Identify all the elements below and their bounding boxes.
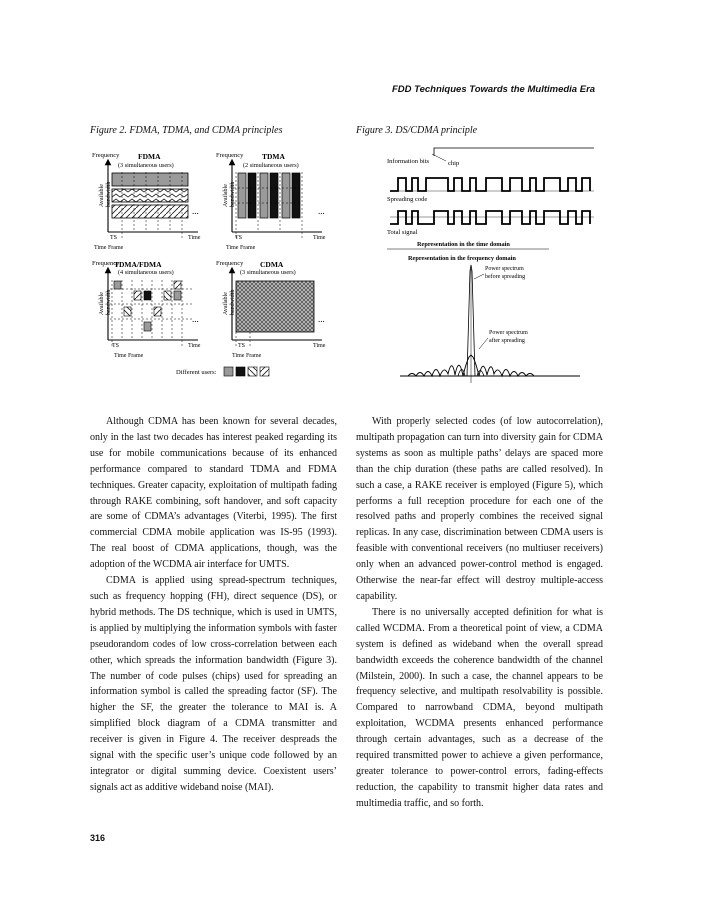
users-legend bbox=[176, 367, 269, 376]
cdma-panel bbox=[216, 260, 326, 359]
freq-domain-label: Representation in the frequency domain bbox=[408, 255, 516, 262]
cdma-ellipsis: ... bbox=[318, 314, 325, 324]
tdma-fdma-users: (4 simultaneous users) bbox=[118, 269, 174, 276]
figure2-diagram bbox=[88, 148, 338, 380]
fdma-title: FDMA bbox=[138, 152, 161, 161]
tdma-users: (2 simultaneous users) bbox=[243, 162, 299, 169]
tdma-bandwidth-1: Available bbox=[223, 184, 229, 207]
figure3-caption: Figure 3. DS/CDMA principle bbox=[356, 125, 478, 136]
tf-time-frame: Time Frame bbox=[114, 353, 144, 359]
tdma-ellipsis: ... bbox=[318, 206, 325, 216]
total-signal-label: Total signal bbox=[387, 229, 418, 236]
running-header: FDD Techniques Towards the Multimedia Era bbox=[392, 84, 596, 95]
fdma-time-frame: Time Frame bbox=[94, 245, 124, 251]
fdma-axis-time: Time bbox=[188, 235, 201, 241]
before-label-1: Power spectrum bbox=[485, 266, 524, 272]
fdma-users: (3 simultaneous users) bbox=[118, 162, 174, 169]
spreading-code-label: Spreading code bbox=[387, 196, 428, 203]
cdma-bandwidth-1: Available bbox=[223, 292, 229, 315]
tdma-axis-frequency: Frequency bbox=[216, 152, 244, 159]
tf-axis-frequency: Frequency bbox=[92, 260, 120, 267]
fdma-bandwidth-2: bandwidth bbox=[106, 181, 112, 207]
fdma-bandwidth-1: Available bbox=[99, 184, 105, 207]
right-column bbox=[356, 414, 603, 812]
tdma-bandwidth-2: bandwidth bbox=[230, 181, 236, 207]
left-column bbox=[90, 414, 337, 796]
tdma-title: TDMA bbox=[262, 152, 285, 161]
time-domain-panel bbox=[387, 148, 594, 249]
fdma-panel bbox=[92, 152, 201, 251]
cdma-users: (3 simultaneous users) bbox=[240, 269, 296, 276]
tf-bandwidth-1: Available bbox=[99, 292, 105, 315]
figure3-diagram bbox=[354, 143, 614, 388]
before-label-2: before spreading bbox=[485, 274, 526, 280]
page-number: 316 bbox=[90, 833, 106, 843]
tdma-time-frame: Time Frame bbox=[226, 245, 256, 251]
fdma-ts: TS bbox=[110, 235, 118, 241]
tf-ts: TS bbox=[112, 343, 120, 349]
spreading-code-waveform bbox=[390, 178, 590, 191]
tdma-fdma-panel bbox=[92, 260, 201, 359]
cdma-time-frame: Time Frame bbox=[232, 353, 262, 359]
cdma-ts: TS bbox=[238, 343, 246, 349]
tf-axis-time: Time bbox=[188, 343, 201, 349]
right-paragraph-2: There is no universally accepted definition for what is called WCDMA. From a theoretical point of view, a CDMA system is defined as wideband when the overall spread bandwidth exceeds the coherence bandwidth of the channel (Milstein, 2000). In such a case, the channel appears to be frequency selective, and multipath resolvability is possible. Compared to narrowband CDMA, beyond multipath exploitation, WCDMA presents enhanced performance through certain advantages, such as a decrease of the required transmitted power to achieve a given performance, greater tolerance to power-control errors, fading-effects reduction, the capability to transmit higher data rates and multimedia traffic, and so forth. bbox=[356, 606, 603, 809]
legend-label: Different users: bbox=[176, 369, 217, 376]
left-paragraph-1: Although CDMA has been known for several decades, only in the last two decades has interest peaked regarding its use for mobile communications because of its enhanced performance compared to standard TDMA and FDMA techniques. Greater capacity, exploitation of multipath fading through RAKE combining, soft handover, and soft capacity are some of CDMA’s advantages (Viterbi, 1995). The first commercial CDMA mobile application was IS-95 (1993). The real boost of CDMA applications, though, was the adoption of the WCDMA air interface for UMTS. bbox=[90, 416, 337, 571]
info-bits-label: Information bits bbox=[387, 158, 430, 165]
fdma-ellipsis: ... bbox=[192, 206, 199, 216]
cdma-title: CDMA bbox=[260, 260, 284, 269]
after-label-2: after spreading bbox=[489, 338, 525, 344]
tdma-ts: TS bbox=[235, 235, 243, 241]
tf-bandwidth-2: bandwidth bbox=[106, 289, 112, 315]
tdma-panel bbox=[216, 152, 326, 251]
tf-ellipsis: ... bbox=[192, 314, 199, 324]
cdma-bandwidth-2: bandwidth bbox=[230, 289, 236, 315]
frequency-domain-panel bbox=[400, 255, 580, 383]
cdma-axis-frequency: Frequency bbox=[216, 260, 244, 267]
after-label-1: Power spectrum bbox=[489, 330, 528, 336]
right-paragraph-1: With properly selected codes (of low autocorrelation), multipath propagation can turn into diversity gain for CDMA systems as soon as multiple paths’ delays are spaced more than the chip duration (these paths are called resolved). In such a case, a RAKE receiver is employed (Figure 5), which performs a full reception procedure for each one of the resolved paths and properly combines the received signal replicas. In any case, discrimination between CDMA users is feasible with conventional receivers (no multiuser receivers) only when an advanced power-control method is engaged. Otherwise the near-far effect will destroy multiple-access capability. bbox=[356, 416, 603, 602]
figure2-caption: Figure 2. FDMA, TDMA, and CDMA principles bbox=[90, 125, 283, 136]
chip-label: chip bbox=[448, 160, 460, 167]
cdma-axis-time: Time bbox=[313, 343, 326, 349]
fdma-axis-frequency: Frequency bbox=[92, 152, 120, 159]
left-paragraph-2: CDMA is applied using spread-spectrum techniques, such as frequency hopping (FH), direct sequence (DS), or hybrid methods. The DS technique, which is used in UMTS, is applied by multiplying the information symbols with faster pseudorandom codes of low cross-correlation between each other, which spreads the information bandwidth (Figure 3). The number of code pulses (chips) used for spreading an information symbol is called the spreading factor (SF). The higher the SF, the greater the tolerance to MAI is. A simplified block diagram of a CDMA transmitter and receiver is given in Figure 4. The receiver despreads the signal with the specific user’s unique code followed by an integrator or digital summing device. Coexistent users’ signals act as additive wideband noise (MAI). bbox=[90, 575, 337, 793]
tdma-fdma-title: TDMA/FDMA bbox=[114, 260, 162, 269]
total-signal-waveform bbox=[390, 211, 590, 224]
time-domain-label: Representation in the time domain bbox=[417, 241, 510, 248]
tdma-axis-time: Time bbox=[313, 235, 326, 241]
